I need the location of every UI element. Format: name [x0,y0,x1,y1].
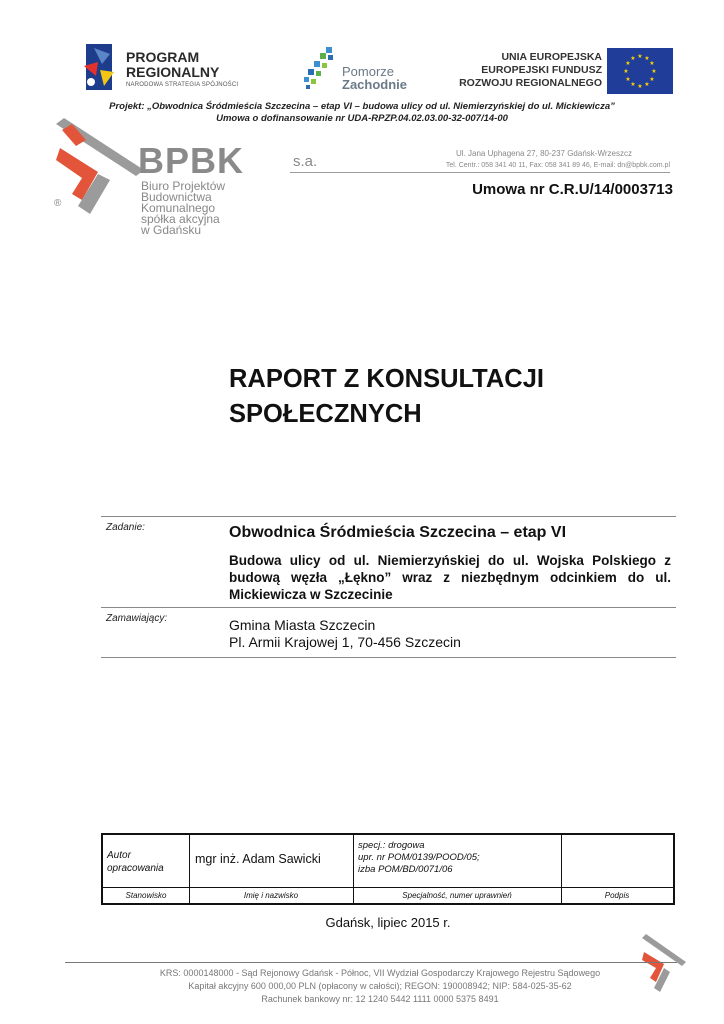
divider [101,657,676,658]
company-suffix: s.a. [293,153,318,170]
company-name: BPBK [138,140,245,181]
pomorze-line1: Pomorze [342,64,395,79]
eu-line3: ROZWOJU REGIONALNEGO [459,77,602,89]
company-desc-line: Biuro Projektów [141,179,226,193]
svg-text:★: ★ [649,60,655,67]
client-address: Pl. Armii Krajowej 1, 70-456 Szczecin [229,634,461,650]
eu-line1: UNIA EUROPEJSKA [501,51,602,63]
bpbk-emblem-icon [52,118,146,218]
pomorze-zachodnie-name [342,65,407,91]
specialty-line: specj.: drogowa [358,840,425,851]
pomorze-zachodnie-emblem-icon [300,45,344,91]
footer-rule [65,962,677,963]
svg-text:★: ★ [644,55,650,62]
specialty-line: upr. nr POM/0139/POOD/05; [358,852,480,863]
author-role [107,849,164,875]
column-label-position: Stanowisko [125,891,167,900]
eu-line2: EUROPEJSKI FUNDUSZ [481,64,602,76]
registered-mark: ® [54,198,62,209]
divider [101,607,676,608]
company-description [141,181,225,236]
eu-fund-logo [456,48,676,94]
document-title [229,362,544,432]
program-subtitle: NARODOWA STRATEGIA SPÓJNOŚCI [126,82,239,88]
svg-text:★: ★ [630,81,636,88]
company-registration-footer [80,967,680,1006]
client-name: Gmina Miasta Szczecin [229,617,376,633]
column-label-signature: Podpis [604,891,630,900]
task-description: Budowa ulicy od ul. Niemierzyńskiej do ul. Wojska Polskiego z budową węzła „Łękno” wraz z niezbędnym odcinkiem do ul. Mickiewicza w Szczecinie [229,553,671,602]
company-desc-line: w Gdańsku [141,223,202,237]
company-address: Ul. Jana Uphagena 27, 80-237 Gdańsk-Wrzeszcz [456,149,632,158]
task-label: Zadanie: [106,522,145,533]
task-title: Obwodnica Śródmieścia Szczecina – etap VI [229,524,567,541]
co-financing-agreement: Umowa o dofinansowanie nr UDA-RPZP.04.02.03.00-32-007/14-00 [216,113,508,124]
column-label-name: Imię i nazwisko [243,891,299,900]
company-desc-line: Budownictwa [141,190,212,204]
footer-line: Rachunek bankowy nr: 12 1240 5442 1111 0000 5375 8491 [261,994,499,1004]
column-label-specialty: Specjalność, numer uprawnień [402,891,512,900]
author-role-line: Autor [107,850,131,861]
program-line2: REGIONALNY [126,64,220,80]
eu-flag-icon [607,48,673,94]
svg-text:★: ★ [637,53,643,60]
client-info [229,617,461,651]
svg-text:★: ★ [625,60,631,67]
specialty-line: izba POM/BD/0071/06 [358,864,453,875]
company-desc-line: Komunalnego [141,201,216,215]
eu-fund-text [456,51,602,90]
client-label: Zamawiający: [106,613,168,624]
company-contact: Tel. Centr.: 058 341 40 11, Fax: 058 341 89 46, E-mail: dn@bpbk.com.pl [445,162,670,169]
svg-text:★: ★ [651,68,657,75]
pomorze-zachodnie-logo [300,45,410,95]
footer-line: Kapitał akcyjny 600 000,00 PLN (opłacony w całości); REGON: 190008942; NIP: 584-025-35-62 [188,981,572,991]
title-line: RAPORT Z KONSULTACJI [229,365,544,393]
author-table [101,833,675,905]
divider [101,516,676,517]
author-name: mgr inż. Adam Sawicki [195,852,321,866]
table-divider [103,887,673,888]
program-regionalny-emblem-icon [80,42,120,92]
author-specialty [358,840,480,876]
company-desc-line: spółka akcyjna [141,212,220,226]
pomorze-line2: Zachodnie [342,77,408,92]
company-rule [290,172,670,173]
svg-text:★: ★ [625,76,631,83]
svg-text:★: ★ [623,68,629,75]
program-line1: PROGRAM [126,49,200,65]
program-regionalny-name [126,50,219,80]
svg-text:★: ★ [644,81,650,88]
svg-text:★: ★ [649,76,655,83]
author-role-line: opracowania [107,863,164,874]
program-regionalny-logo [80,40,260,96]
svg-text:★: ★ [630,55,636,62]
footer-line: KRS: 0000148000 - Sąd Rejonowy Gdańsk - Północ, VII Wydział Gospodarczy Krajowego Rejestru Sądowego [159,968,601,978]
place-and-date: Gdańsk, lipiec 2015 r. [325,915,451,930]
title-line: SPOŁECZNYCH [229,400,422,428]
svg-text:★: ★ [637,83,643,90]
project-name: Projekt: „Obwodnica Śródmieścia Szczecina – etap VI – budowa ulicy od ul. Niemierzyńskiej do ul. Mickiewicza” [109,101,615,112]
contract-number: Umowa nr C.R.U/14/0003713 [472,181,673,198]
